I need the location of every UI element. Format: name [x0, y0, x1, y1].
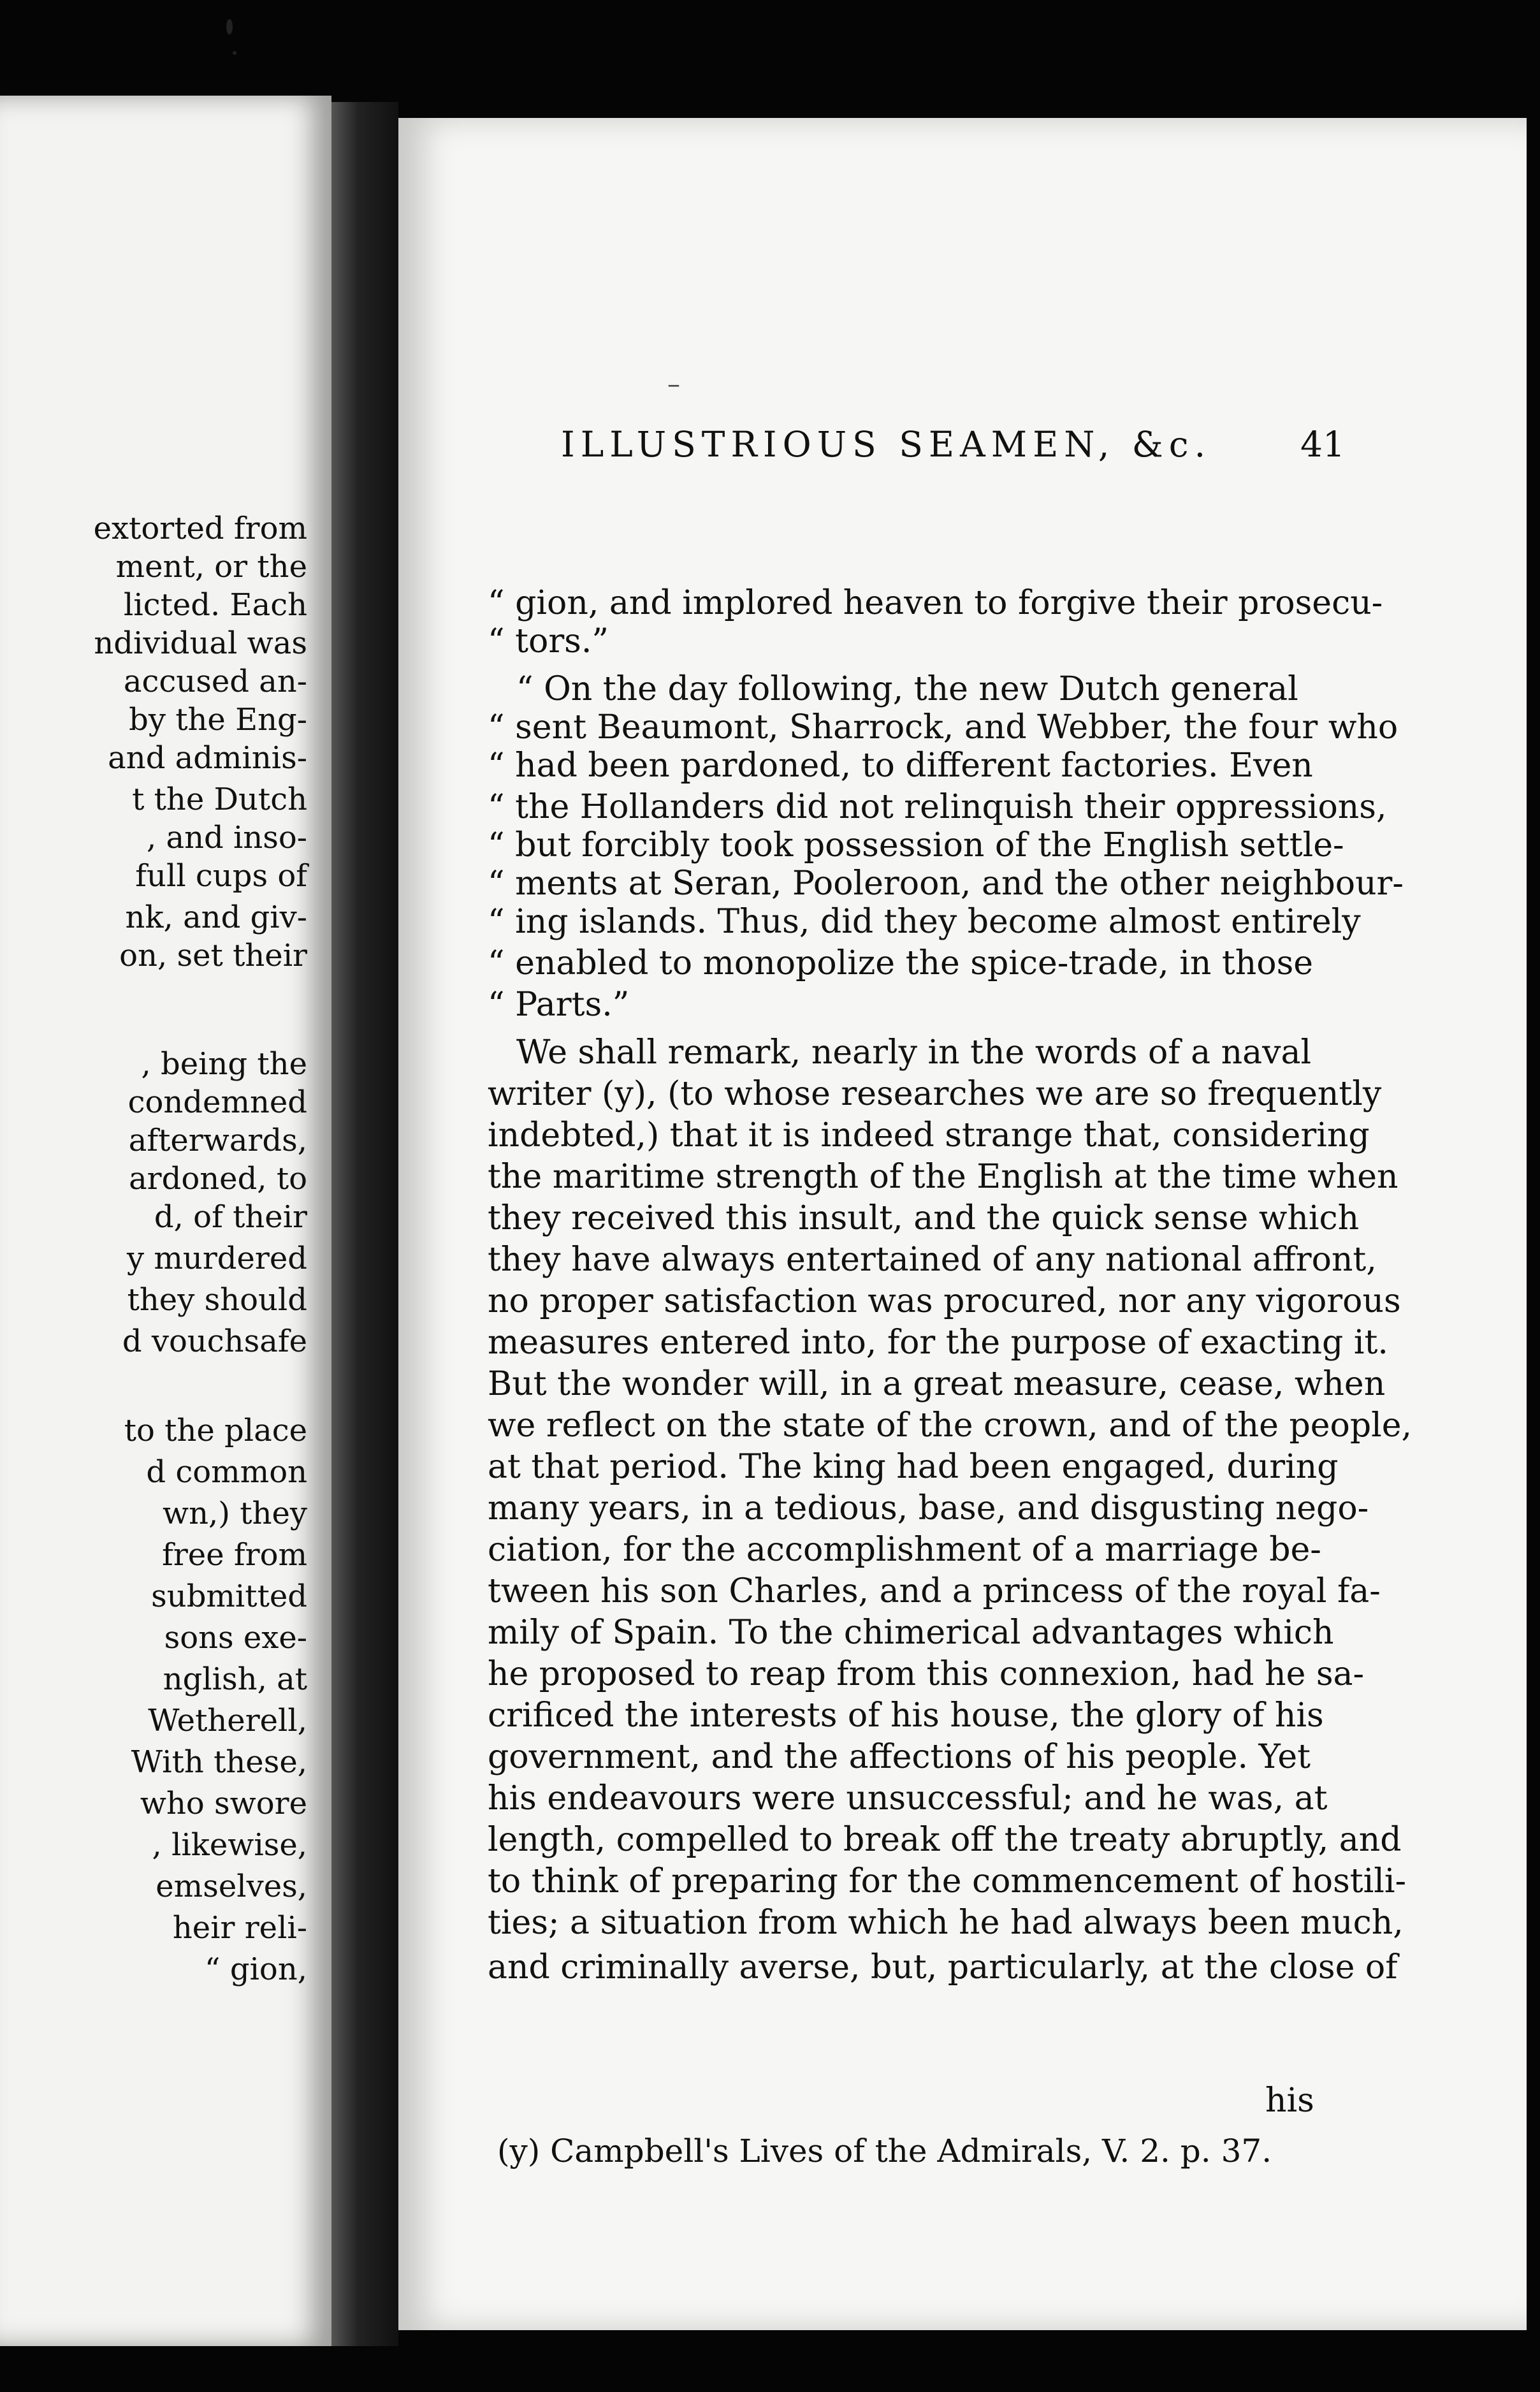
facing-line: With these, — [131, 1744, 307, 1780]
facing-line: Wetherell, — [148, 1703, 307, 1739]
facing-line: condemned — [127, 1084, 307, 1120]
facing-line: ardoned, to — [129, 1161, 307, 1197]
body-line: they received this insult, and the quick sense which — [488, 1199, 1360, 1237]
body-line: “ On the day following, the new Dutch general — [516, 670, 1298, 708]
footnote: (y) Campbell's Lives of the Admirals, V. 2. p. 37. — [497, 2133, 1272, 2170]
body-line: But the wonder will, in a great measure, cease, when — [488, 1365, 1386, 1403]
scan-speck — [233, 51, 236, 55]
body-line: ties; a situation from which he had always been much, — [488, 1904, 1404, 1942]
body-line: length, compelled to break off the treaty abruptly, and — [488, 1821, 1402, 1859]
running-head: ILLUSTRIOUS SEAMEN, &c. — [561, 424, 1212, 465]
book-gutter — [331, 102, 398, 2346]
facing-line: extorted from — [93, 511, 307, 546]
facing-line: by the Eng- — [129, 702, 307, 738]
facing-page-left — [0, 96, 331, 2346]
body-line: government, and the affections of his people. Yet — [488, 1738, 1311, 1776]
body-line: he proposed to reap from this connexion, had he sa- — [488, 1655, 1365, 1693]
facing-line: d vouchsafe — [122, 1324, 307, 1359]
body-line: “ sent Beaumont, Sharrock, and Webber, the four who — [488, 708, 1398, 747]
facing-line: y murdered — [127, 1241, 307, 1276]
body-line: measures entered into, for the purpose of exacting it. — [488, 1324, 1388, 1362]
body-line: “ ing islands. Thus, did they become almost entirely — [488, 903, 1361, 941]
body-line: indebted,) that it is indeed strange that, considering — [488, 1116, 1370, 1155]
facing-line: , and inso- — [146, 820, 307, 856]
facing-line: ment, or the — [115, 549, 307, 585]
facing-line: t the Dutch — [132, 782, 307, 817]
facing-line: submitted — [151, 1579, 307, 1614]
facing-line: free from — [162, 1537, 307, 1573]
body-line: “ gion, and implored heaven to forgive their prosecu- — [488, 584, 1383, 622]
body-line: mily of Spain. To the chimerical advantages which — [488, 1614, 1334, 1652]
body-line: and criminally averse, but, particularly, at the close of — [488, 1948, 1398, 1987]
facing-line: who swore — [140, 1786, 307, 1821]
body-line: We shall remark, nearly in the words of a naval — [516, 1033, 1312, 1072]
body-line: “ Parts.” — [488, 986, 630, 1024]
body-line: they have always entertained of any national affront, — [488, 1241, 1377, 1279]
body-line: “ but forcibly took possession of the English settle- — [488, 826, 1344, 864]
body-line: “ had been pardoned, to different factories. Even — [488, 747, 1313, 785]
facing-line: on, set their — [119, 938, 307, 974]
catchword: his — [1265, 2082, 1314, 2120]
body-line: to think of preparing for the commencement of hostili- — [488, 1862, 1407, 1900]
body-line: writer (y), (to whose researches we are so frequently — [488, 1075, 1382, 1113]
head-mark: – — [667, 370, 680, 399]
facing-line: licted. Each — [124, 587, 307, 623]
scan-speck — [226, 19, 233, 34]
body-line: many years, in a tedious, base, and disgusting nego- — [488, 1489, 1369, 1528]
body-line: crificed the interests of his house, the glory of his — [488, 1696, 1324, 1735]
body-line: “ the Hollanders did not relinquish their oppressions, — [488, 788, 1387, 826]
facing-line: nglish, at — [163, 1661, 307, 1697]
body-line: no proper satisfaction was procured, nor any vigorous — [488, 1282, 1401, 1320]
page-number: 41 — [1300, 424, 1345, 465]
facing-line: nk, and giv- — [125, 900, 307, 935]
body-line: tween his son Charles, and a princess of the royal fa- — [488, 1572, 1381, 1610]
facing-line: wn,) they — [163, 1496, 307, 1531]
body-line: “ ments at Seran, Pooleroon, and the other neighbour- — [488, 864, 1404, 903]
body-line: the maritime strength of the English at the time when — [488, 1158, 1398, 1196]
body-line: at that period. The king had been engaged, during — [488, 1448, 1339, 1486]
body-line: we reflect on the state of the crown, and of the people, — [488, 1406, 1413, 1445]
facing-line: “ gion, — [205, 1951, 307, 1987]
facing-line: full cups of — [135, 858, 307, 894]
body-line: his endeavours were unsuccessful; and he was, at — [488, 1779, 1328, 1818]
facing-line: , being the — [141, 1046, 307, 1082]
facing-line: to the place — [124, 1413, 307, 1448]
body-line: ciation, for the accomplishment of a marriage be- — [488, 1531, 1321, 1569]
body-line: “ enabled to monopolize the spice-trade, in those — [488, 944, 1314, 982]
facing-line: , likewise, — [152, 1827, 307, 1863]
facing-line: they should — [127, 1282, 307, 1318]
facing-line: d, of their — [154, 1199, 307, 1235]
facing-line: d common — [146, 1454, 307, 1490]
book-page — [398, 118, 1527, 2330]
facing-line: and adminis- — [108, 740, 307, 776]
facing-line: ndividual was — [94, 625, 307, 661]
facing-line: afterwards, — [128, 1123, 307, 1158]
facing-line: accused an- — [123, 664, 307, 699]
facing-line: emselves, — [156, 1869, 307, 1904]
facing-line: sons exe- — [164, 1620, 307, 1656]
body-line: “ tors.” — [488, 622, 609, 660]
facing-line: heir reli- — [172, 1910, 307, 1946]
